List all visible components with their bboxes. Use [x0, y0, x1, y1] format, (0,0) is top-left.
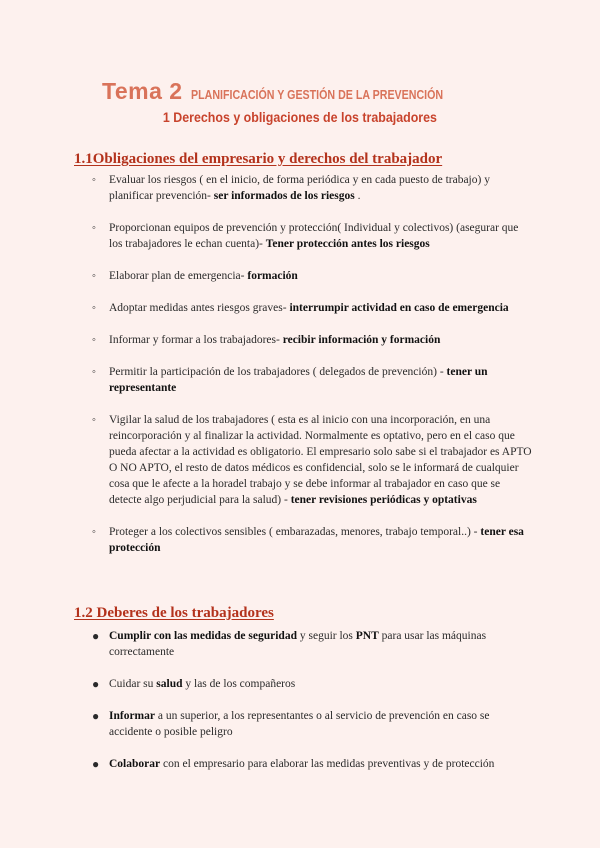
list-item: ● Informar a un superior, a los representantes o al servicio de prevención en caso se accidente o posible peligro [92, 709, 490, 738]
section-1-heading: 1.1Obligaciones del empresario y derechos del trabajador [74, 151, 443, 167]
list-item: ◦ Proporcionan equipos de prevención y protección( Individual y colectivos) (asegurar que los trabajadores le echan cuenta)- Tener protección antes los riesgos [92, 222, 519, 250]
bullet-icon: ◦ [92, 334, 96, 346]
list-item: ◦ Vigilar la salud de los trabajadores ( esta es al inicio con una incorporación, en una reincorporación y al finalizar la actividad. Normalmente es optativo, pero en el caso que pueda afectar a la actividad es obligatorio. El empresario solo sabe si el trabajador es APTO O NO APTO, el resto de datos médicos es confidencial, solo se le informará de cualquier cosa que le afecte a la horadel trabajo y se debe informar al trabajador en caso que se detecte algo perjudicial para la salud) - tener revisiones periódicas y optativas [92, 414, 532, 506]
topic-number: Tema 2 [101, 78, 183, 104]
bullet-icon: ● [92, 709, 100, 723]
bullet-icon: ● [92, 629, 100, 643]
list-item: ● Cumplir con las medidas de seguridad y seguir los PNT para usar las máquinas correctamente [92, 629, 487, 658]
bullet-icon: ◦ [92, 270, 96, 282]
list-item: ◦ Evaluar los riesgos ( en el inicio, de forma periódica y en cada puesto de trabajo) y planificar prevención- ser informados de los riesgos . [92, 174, 490, 202]
title-line [0, 78, 600, 105]
document-header [0, 78, 600, 127]
bullet-icon: ● [92, 757, 100, 771]
list-item: ● Colaborar con el empresario para elaborar las medidas preventivas y de protección [92, 757, 495, 771]
list-item: ◦ Informar y formar a los trabajadores- recibir información y formación [92, 334, 441, 346]
bullet-icon: ◦ [92, 526, 96, 538]
bullet-icon: ● [92, 677, 100, 691]
topic-subtitle: 1 Derechos y obligaciones de los trabajadores [162, 110, 438, 125]
list-item: ◦ Elaborar plan de emergencia- formación [92, 270, 298, 282]
list-item: ◦ Permitir la participación de los trabajadores ( delegados de prevención) - tener un representante [92, 366, 488, 394]
bullet-icon: ◦ [92, 302, 96, 314]
worker-duties-list [92, 628, 532, 772]
list-item: ◦ Adoptar medidas antes riesgos graves- interrumpir actividad en caso de emergencia [92, 302, 509, 314]
bullet-icon: ◦ [92, 174, 96, 186]
employer-obligations-list [92, 172, 532, 556]
bullet-icon: ◦ [92, 222, 96, 234]
section-2-heading: 1.2 Deberes de los trabajadores [74, 605, 274, 621]
bullet-icon: ◦ [92, 366, 96, 378]
list-item: ◦ Proteger a los colectivos sensibles ( embarazadas, menores, trabajo temporal..) - tener esa protección [92, 526, 524, 554]
bullet-icon: ◦ [92, 414, 96, 426]
topic-title: PLANIFICACIÓN Y GESTIÓN DE LA PREVENCIÓN [190, 87, 443, 102]
list-item: ● Cuidar su salud y las de los compañeros [92, 677, 296, 691]
